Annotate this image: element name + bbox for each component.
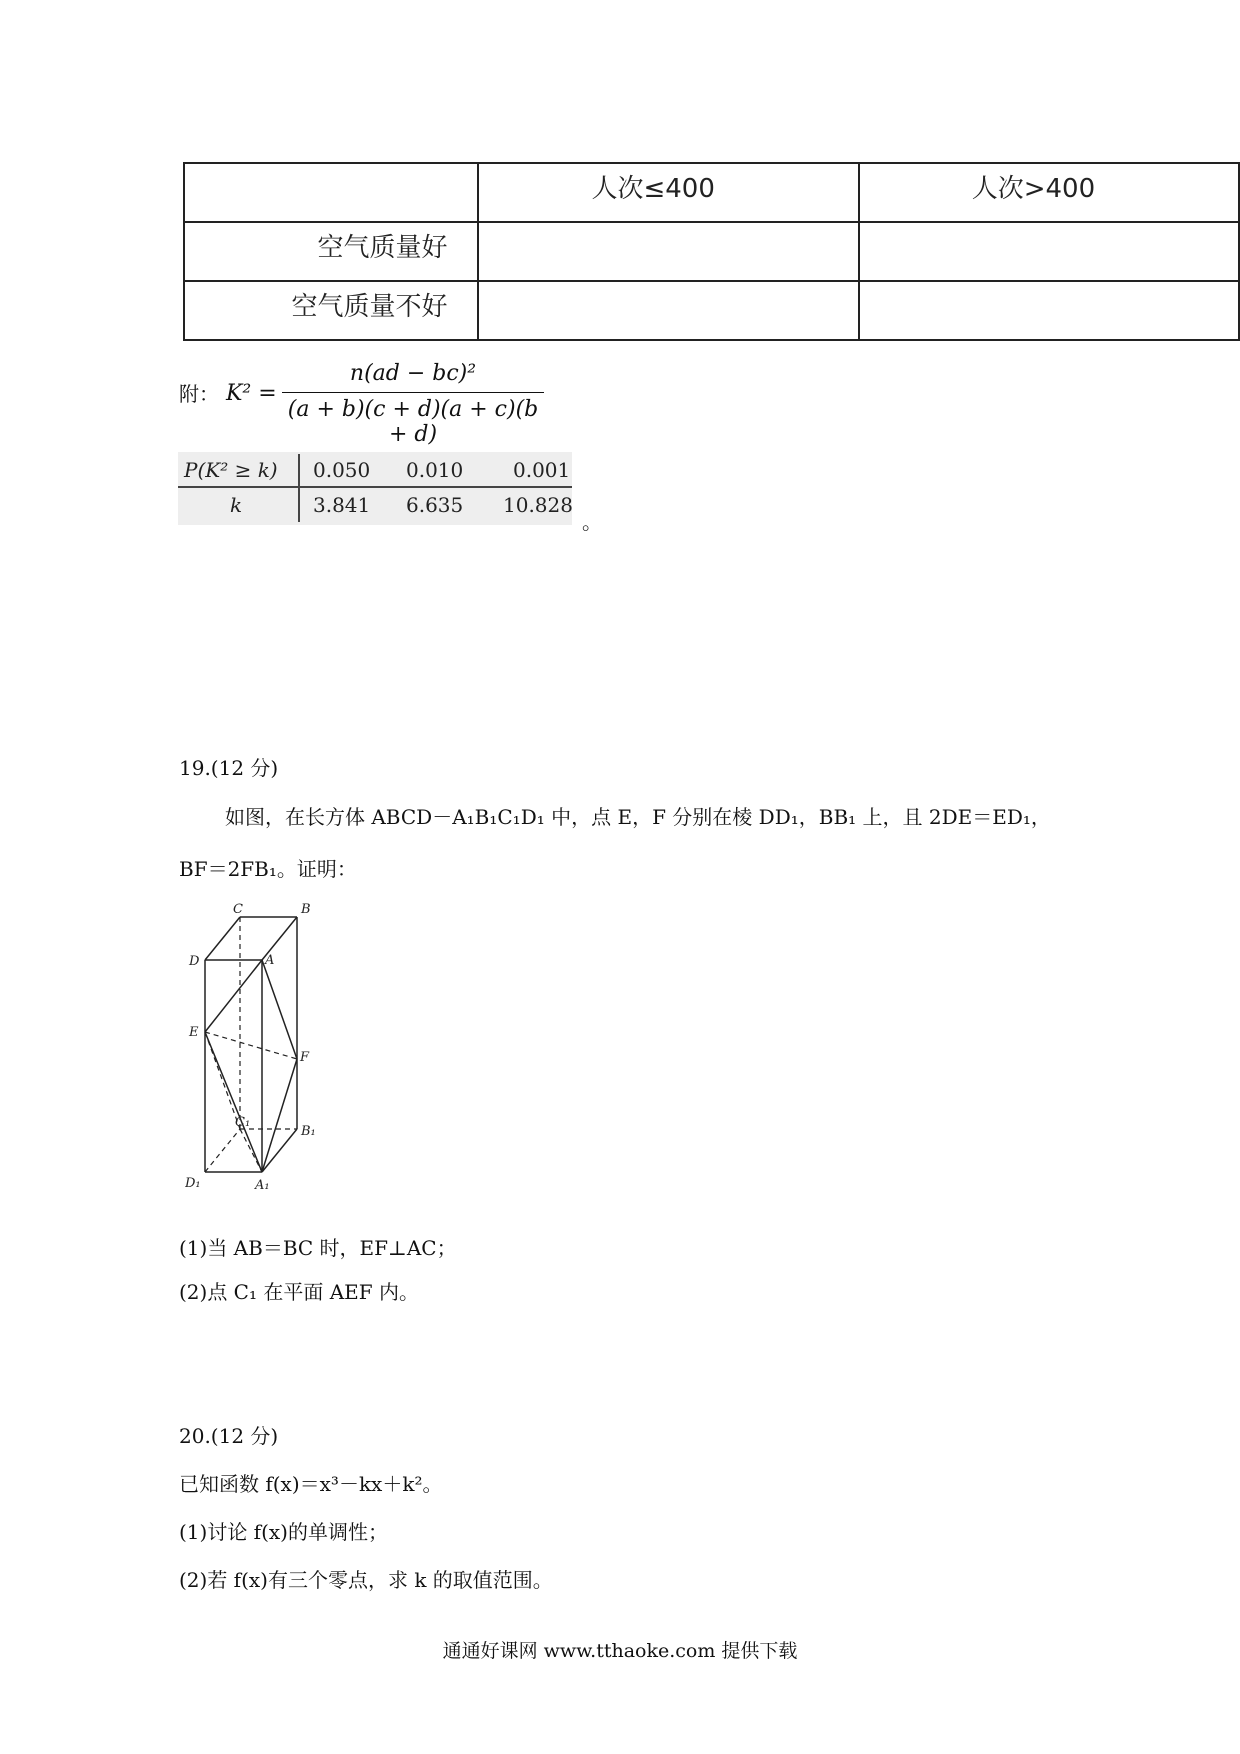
vertex-label-d: D	[189, 954, 200, 969]
table-cell	[478, 281, 858, 340]
table-cell	[859, 281, 1239, 340]
segment-ea	[205, 960, 262, 1032]
p-value: 0.001	[513, 458, 571, 482]
col-header-le-400: 人次≤400	[478, 163, 858, 222]
formula-numerator: n(ad − bc)²	[349, 361, 477, 386]
table-header-row	[184, 163, 1239, 222]
table-trailing-period: 。	[582, 510, 602, 534]
table-row	[184, 222, 1239, 281]
row-label-not-good: 空气质量不好	[184, 281, 478, 340]
critical-value-table	[178, 452, 572, 525]
probability-row	[178, 454, 572, 488]
vertex-label-b1: B₁	[301, 1124, 316, 1139]
q20-part2: (2)若 f(x)有三个零点，求 k 的取值范围。	[179, 1568, 553, 1592]
q20-stem: 已知函数 f(x)＝x³－kx＋k²。	[179, 1472, 443, 1496]
q19-part1: (1)当 AB＝BC 时，EF⊥AC；	[179, 1236, 457, 1260]
p-value: 0.010	[406, 458, 464, 482]
segment-ef-hidden	[205, 1032, 297, 1059]
table-cell	[478, 222, 858, 281]
vertex-label-f: F	[300, 1050, 310, 1065]
segment-ea1	[205, 1032, 262, 1172]
segment-fa1	[262, 1059, 297, 1172]
edge-dc	[205, 917, 240, 960]
p-value: 0.050	[313, 458, 371, 482]
row-label-good: 空气质量好	[184, 222, 478, 281]
vertex-label-d1: D₁	[185, 1176, 201, 1191]
q20-header: 20.(12 分)	[179, 1424, 279, 1448]
vertex-label-c1: C₁	[235, 1115, 251, 1130]
page-footer: 通通好课网 www.tthaoke.com 提供下载	[442, 1640, 798, 1662]
vertex-label-b: B	[301, 902, 311, 917]
table-corner-cell	[184, 163, 478, 222]
formula-fraction	[282, 361, 544, 447]
k-row-label: k	[230, 493, 243, 517]
probability-row-label: P(K² ≥ k)	[184, 458, 278, 482]
edge-d1c1-hidden	[205, 1129, 240, 1172]
q20-part1: (1)讨论 f(x)的单调性；	[179, 1520, 388, 1544]
vertex-label-a1: A₁	[255, 1178, 270, 1193]
segment-af	[262, 960, 297, 1059]
formula-denominator: (a + b)(c + d)(a + c)(b + d)	[287, 397, 539, 447]
edge-a1b1	[262, 1129, 297, 1172]
q19-stem-line1: 如图，在长方体 ABCD－A₁B₁C₁D₁ 中，点 E，F 分别在棱 DD₁，BB₁ 上，且 2DE＝ED₁，	[225, 805, 1051, 829]
k-value: 6.635	[406, 493, 464, 517]
table-row	[184, 281, 1239, 340]
q19-stem-line2: BF＝2FB₁。证明：	[179, 857, 357, 881]
cuboid-figure	[185, 895, 365, 1205]
formula-label: 附：	[179, 382, 219, 406]
q19-header: 19.(12 分)	[179, 756, 279, 780]
formula-lhs: K² =	[226, 381, 277, 406]
fraction-bar	[282, 392, 544, 393]
k-value: 3.841	[313, 493, 371, 517]
col-header-gt-400: 人次>400	[859, 163, 1239, 222]
k-value: 10.828	[503, 493, 573, 517]
vertex-label-a: A	[265, 953, 275, 968]
table-cell	[859, 222, 1239, 281]
k-row	[178, 489, 572, 523]
q19-part2: (2)点 C₁ 在平面 AEF 内。	[179, 1280, 419, 1304]
contingency-table	[183, 162, 1240, 341]
vertex-label-e: E	[189, 1025, 199, 1040]
vertex-label-c: C	[233, 902, 243, 917]
